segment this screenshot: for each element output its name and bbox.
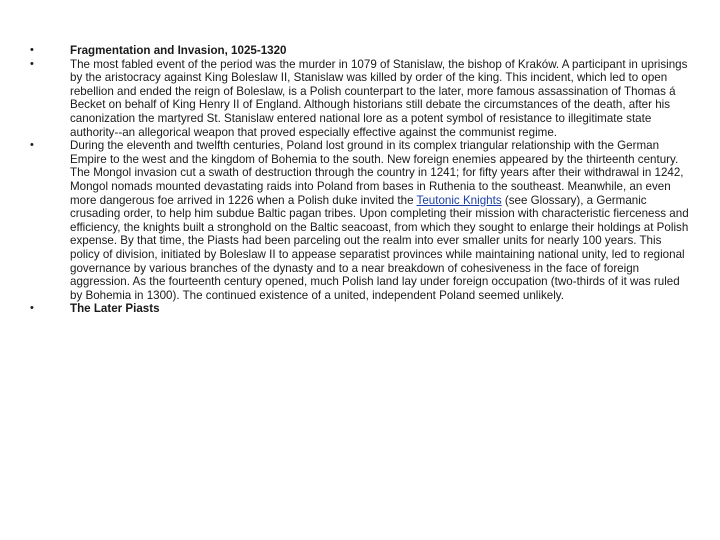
bullet-dot-icon: • <box>30 57 34 70</box>
bullet-list <box>28 44 690 316</box>
bullet-paragraph-invasions <box>28 139 690 302</box>
bullet-paragraph-stanislaw <box>28 58 690 140</box>
bullet-dot-icon: • <box>30 139 34 152</box>
paragraph-text: The most fabled event of the period was the murder in 1079 of Stanislaw, the bishop of Kraków. A participant in uprisings by the aristocracy against King Boleslaw II, Stanislaw was killed by order of the king. This incident, which led to open rebellion and ended the reign of Boleslaw, is a Polish counterpart to the later, more famous assassination of Thomas á Becket on behalf of King Henry II of England. Although historians still debate the circumstances of the death, after his canonization the martyred St. Stanislaw entered national lore as a potent symbol of resistance to illegitimate state authority--an allegorical weapon that proved especially effective against the communist regime. <box>70 57 688 139</box>
teutonic-knights-link[interactable]: Teutonic Knights <box>416 193 502 207</box>
section-heading: The Later Piasts <box>70 302 160 316</box>
paragraph-text-before-link: During the eleventh and twelfth centuries, Poland lost ground in its complex triangular relationship with the German Empire to the west and the kingdom of Bohemia to the south. New foreign enemies appeared by the thirteenth century. The Mongol invasion cut a swath of destruction through the country in 1241; for fifty years after their withdrawal in 1242, Mongol nomads mounted devastating raids into Poland from bases in Ruthenia to the southeast. Meanwhile, an even more dangerous foe arrived in 1226 when a Polish duke invited the <box>70 139 684 207</box>
paragraph-text-after-link: (see Glossary), a Germanic crusading order, to help him subdue Baltic pagan tribes. Upon completing their mission with characteristic fierceness and efficiency, the knights built a stronghold on the Baltic seacoast, from which they sought to enlarge their holdings at Polish expense. By that time, the Piasts had been parceling out the realm into ever smaller units for nearly 100 years. This policy of division, initiated by Boleslaw II to appease separatist provinces while maintaining national unity, led to regional governance by various branches of the dynasty and to a near breakdown of cohesiveness in the face of foreign aggression. As the fourteenth century opened, much Polish land lay under foreign occupation (two-thirds of it was ruled by Bohemia in 1300). The continued existence of a united, independent Poland seemed unlikely. <box>70 193 689 302</box>
bullet-heading-later-piasts <box>28 302 690 316</box>
bullet-dot-icon: • <box>30 302 34 315</box>
section-heading: Fragmentation and Invasion, 1025-1320 <box>70 44 287 57</box>
bullet-heading-fragmentation <box>28 44 690 58</box>
bullet-dot-icon: • <box>30 44 34 56</box>
